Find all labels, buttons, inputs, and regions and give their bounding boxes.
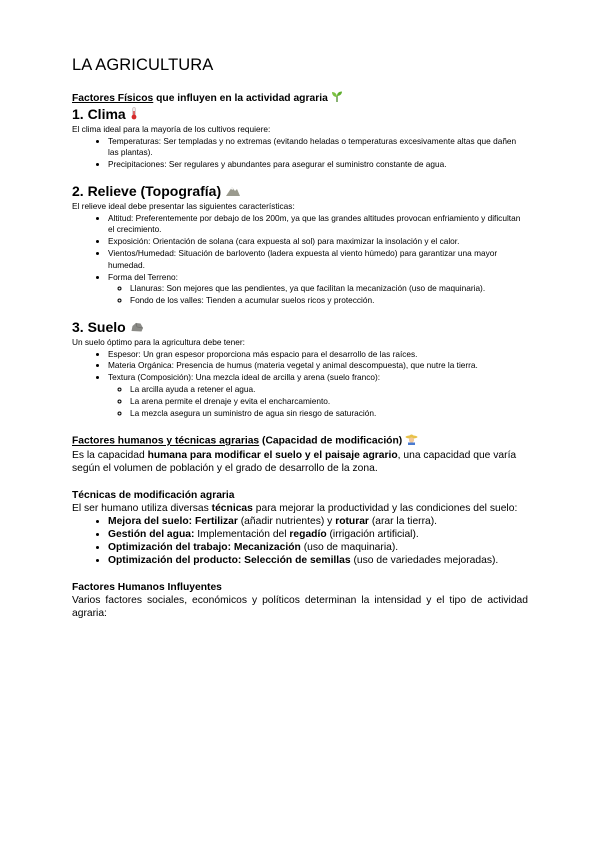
humanos-heading: Factores humanos y técnicas agrarias (Capacidad de modificación) bbox=[72, 433, 528, 449]
list-item: • Vientos/Humedad: Situación de barlovento (ladera expuesta al viento húmedo) para garantizar una mayor humedad. bbox=[108, 248, 528, 272]
list-item: • Altitud: Preferentemente por debajo de los 200m, ya que las grandes altitudes provocan enfriamiento y dificultan el crecimiento. bbox=[108, 213, 528, 237]
seedling-icon bbox=[331, 91, 343, 106]
clima-list bbox=[72, 136, 528, 171]
list-item: • Optimización del producto: Selección de semillas (uso de variedades mejoradas). bbox=[108, 554, 528, 567]
list-item: ◦ La arcilla ayuda a retener el agua. bbox=[130, 384, 528, 396]
list-item: ◦ La mezcla asegura un suministro de agua sin riesgo de saturación. bbox=[130, 408, 528, 420]
document-page bbox=[72, 56, 528, 620]
list-item: • Materia Orgánica: Presencia de humus (materia vegetal y animal descompuesta), que nutre la tierra. bbox=[108, 360, 528, 372]
suelo-list bbox=[72, 349, 528, 420]
list-item: • Exposición: Orientación de solana (cara expuesta al sol) para maximizar la insolación y el calor. bbox=[108, 236, 528, 248]
terreno-sublist bbox=[108, 283, 528, 307]
fisicos-heading-rest: que influyen en la actividad agraria bbox=[153, 93, 328, 105]
list-item: • Precipitaciones: Ser regulares y abundantes para asegurar el suministro constante de agua. bbox=[108, 159, 528, 171]
fisicos-heading bbox=[72, 91, 528, 106]
document-title: LA AGRICULTURA bbox=[72, 56, 214, 74]
list-item: • Optimización del trabajo: Mecanización (uso de maquinaria). bbox=[108, 541, 528, 554]
clima-intro: El clima ideal para la mayoría de los cultivos requiere: bbox=[72, 123, 271, 134]
list-item: • Temperaturas: Ser templadas y no extremas (evitando heladas o temperaturas excesivamente altas que dañen las plantas). bbox=[108, 136, 528, 160]
list-item: ◦ La arena permite el drenaje y evita el encharcamiento. bbox=[130, 396, 528, 408]
list-item: • Forma del Terreno: ◦ Llanuras: Son mejores que las pendientes, ya que facilitan la mecanización (uso de maquinaria). ◦ Fondo de los valles: Tienden a acumular suelos ricos y protección. bbox=[108, 272, 528, 307]
suelo-title: 3. Suelo bbox=[72, 319, 528, 337]
relieve-intro: El relieve ideal debe presentar las siguientes características: bbox=[72, 200, 295, 211]
farmer-icon bbox=[405, 433, 418, 449]
list-item: • Espesor: Un gran espesor proporciona más espacio para el desarrollo de las raíces. bbox=[108, 349, 528, 361]
humanos-paragraph: Es la capacidad humana para modificar el suelo y el paisaje agrario, una capacidad que varía según el volumen de población y el grado de desarrollo de la zona. bbox=[72, 450, 517, 475]
textura-sublist bbox=[108, 384, 528, 419]
relieve-title: 2. Relieve (Topografía) bbox=[72, 183, 528, 201]
rock-icon bbox=[130, 320, 144, 337]
list-item: ◦ Fondo de los valles: Tienden a acumular suelos ricos y protección. bbox=[130, 295, 528, 307]
clima-title: 1. Clima bbox=[72, 106, 528, 124]
thermometer-icon bbox=[130, 107, 138, 124]
list-item: • Mejora del suelo: Fertilizar (añadir nutrientes) y roturar (arar la tierra). bbox=[108, 515, 528, 528]
tecnicas-paragraph: El ser humano utiliza diversas técnicas para mejorar la productividad y las condiciones del suelo: bbox=[72, 503, 518, 515]
list-item: • Gestión del agua: Implementación del regadío (irrigación artificial). bbox=[108, 528, 528, 541]
influyentes-paragraph: Varios factores sociales, económicos y políticos determinan la intensidad y el tipo de actividad agraria: bbox=[72, 595, 528, 620]
tecnicas-list bbox=[72, 515, 528, 567]
relieve-list bbox=[72, 213, 528, 307]
tecnicas-heading: Técnicas de modificación agraria bbox=[72, 490, 235, 502]
influyentes-heading: Factores Humanos Influyentes bbox=[72, 582, 222, 594]
suelo-intro: Un suelo óptimo para la agricultura debe tener: bbox=[72, 336, 245, 347]
fisicos-heading-underlined: Factores Físicos bbox=[72, 93, 154, 105]
list-item: ◦ Llanuras: Son mejores que las pendientes, ya que facilitan la mecanización (uso de maquinaria). bbox=[130, 283, 528, 295]
mountain-icon bbox=[225, 184, 241, 201]
list-item: • Textura (Composición): Una mezcla ideal de arcilla y arena (suelo franco): ◦ La arcilla ayuda a retener el agua. ◦ La arena permite el drenaje y evita el encharcamiento. ◦ La mezcla asegura un suministro de agua sin riesgo de saturación. bbox=[108, 372, 528, 419]
